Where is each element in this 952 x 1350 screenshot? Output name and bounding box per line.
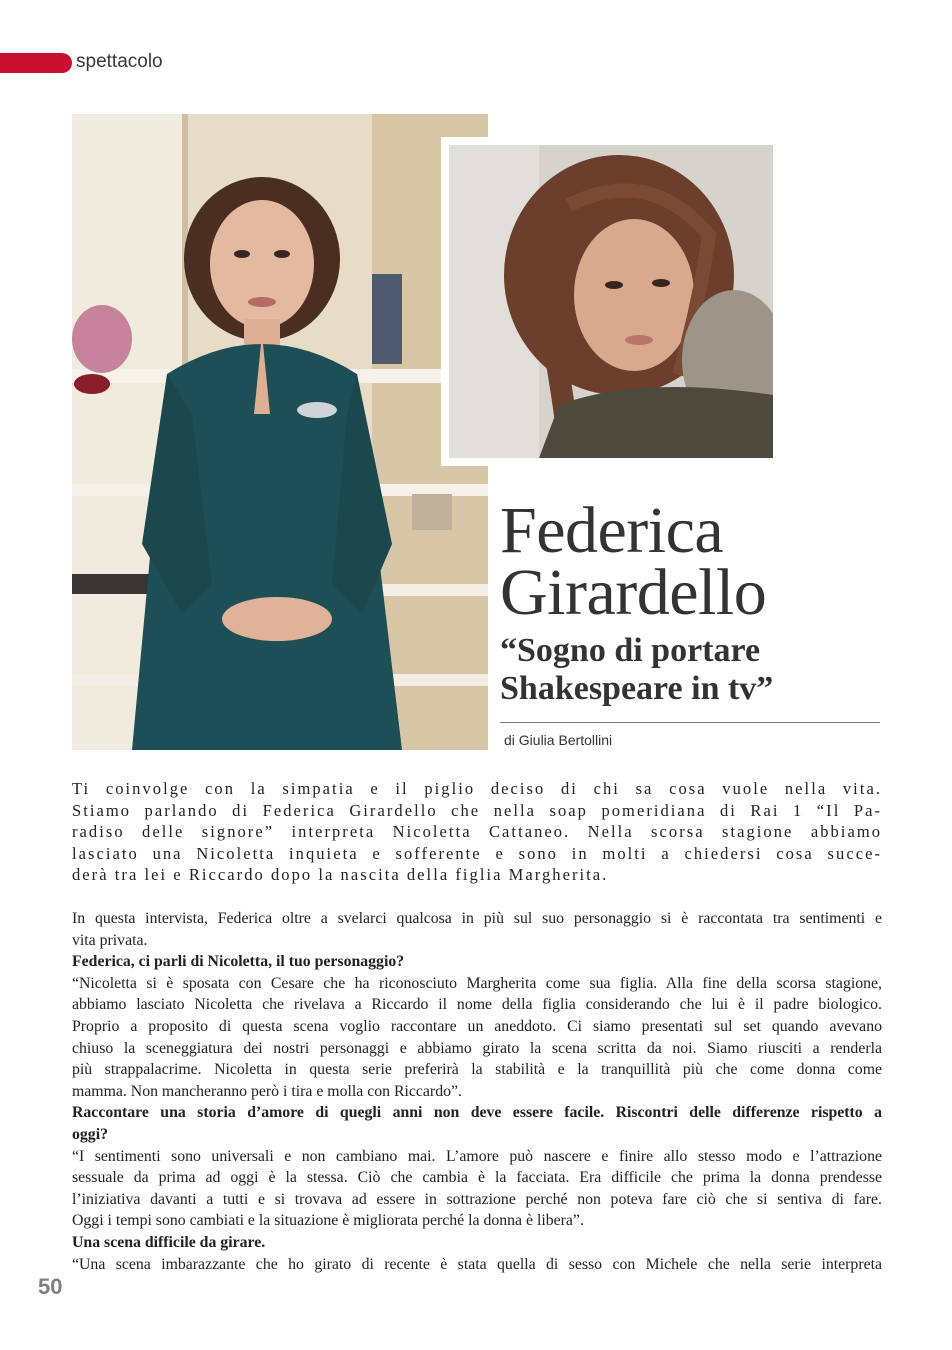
article-body	[72, 908, 882, 1275]
interview-question: Raccontare una storia d’amore di quegli anni non deve essere facile. Riscontri delle differenze rispetto a	[72, 1104, 882, 1122]
title-divider	[500, 722, 880, 723]
lead-line: radiso delle signore” interpreta Nicoletta Cattaneo. Nella scorsa stagione abbiamo	[72, 822, 882, 842]
title-line: Federica	[500, 494, 724, 567]
body-line: “Nicoletta si è sposata con Cesare che ha riconosciuto Margherita come sua figlia. Alla fine della scorsa stagione,	[72, 974, 882, 992]
body-line: abbiamo lasciato Nicoletta che rivelava a Riccardo il nome della figlia considerando che lui è il padre biologico.	[72, 996, 882, 1014]
lead-line: derà tra lei e Riccardo dopo la nascita della figlia Margherita.	[72, 865, 609, 885]
lead-line: Stiamo parlando di Federica Girardello che nella soap pomeridiana di Rai 1 “Il Pa-	[72, 800, 882, 820]
section-label: spettacolo	[76, 51, 163, 72]
body-line: “I sentimenti sono universali e non cambiano mai. L’amore può nascere e finire allo stesso modo e l’attrazione	[72, 1147, 882, 1165]
interview-question: oggi?	[72, 1125, 108, 1143]
body-line: Oggi i tempi sono cambiati e la situazione è migliorata perché la donna è libera”.	[72, 1212, 584, 1230]
lead-line: Ti coinvolge con la simpatia e il piglio deciso di chi sa cosa vuole nella vita.	[72, 779, 882, 798]
subtitle-line: Shakespeare in tv”	[500, 670, 774, 707]
body-line: più strappalacrime. Nicoletta in questa serie preferirà la stabilità e la tranquillità più che come donna come	[72, 1061, 882, 1079]
title-line: Girardello	[500, 556, 767, 629]
byline: di Giulia Bertollini	[504, 732, 613, 748]
main-photo	[72, 114, 488, 750]
inset-photo	[449, 145, 773, 458]
body-line: mamma. Non mancheranno però i tira e molla con Riccardo”.	[72, 1082, 462, 1100]
article-subtitle	[500, 632, 900, 708]
page-number: 50	[38, 1274, 63, 1299]
lead-paragraph	[72, 778, 882, 886]
subtitle-line: “Sogno di portare	[500, 632, 761, 669]
body-line: chiuso la sceneggiatura dei nostri personaggi e abbiamo girato la scena scritta da noi. Siamo riusciti a renderla	[72, 1039, 882, 1057]
body-line: Proprio a proposito di questa scena voglio raccontare un aneddoto. Ci siamo presentati sul set quando avevano	[72, 1017, 882, 1035]
body-line: “Una scena imbarazzante che ho girato di recente è stata quella di sesso con Michele che nella serie interpreta	[72, 1255, 882, 1273]
body-line: In questa intervista, Federica oltre a svelarci qualcosa in più sul suo personaggio si è raccontata tra sentimenti e	[72, 910, 882, 927]
lead-line: lasciato una Nicoletta inquieta e sofferente e sono in molti a chiedersi cosa succe-	[72, 843, 882, 863]
article-title	[500, 494, 900, 629]
interview-question: Una scena difficile da girare.	[72, 1233, 266, 1251]
body-line: l’iniziativa davanti a tutti e si trovava ad essere in sottrazione perché non poteva fare ciò che si sentiva di fare.	[72, 1190, 882, 1208]
body-line: sessuale da prima ad oggi è la stessa. Ciò che cambia è la facciata. Era difficile che prima la donna prendesse	[72, 1169, 882, 1187]
section-tab	[0, 53, 72, 73]
body-line: vita privata.	[72, 931, 148, 949]
interview-question: Federica, ci parli di Nicoletta, il tuo personaggio?	[72, 953, 405, 971]
